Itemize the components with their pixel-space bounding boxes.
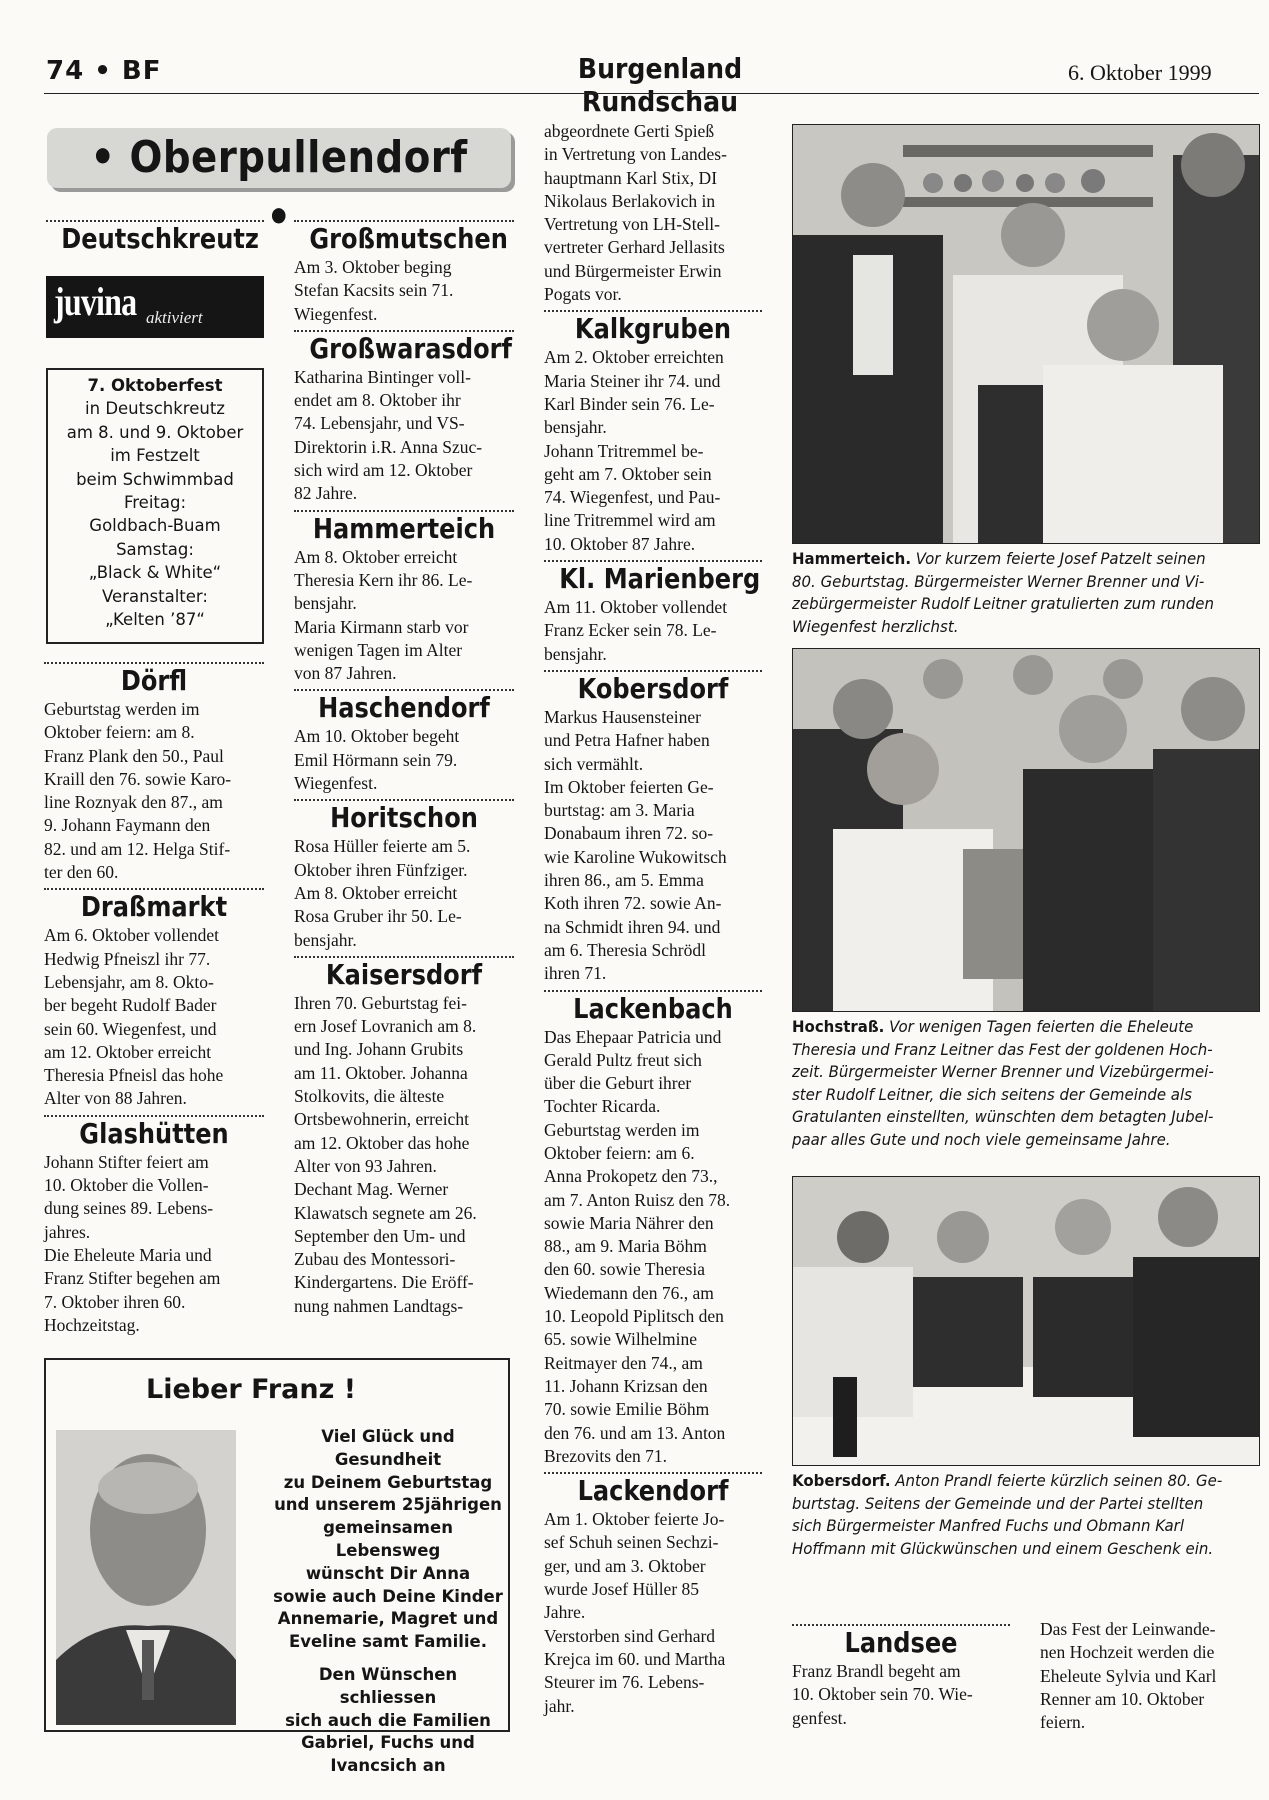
caption-place: Kobersdorf. [792,1472,891,1490]
page-number: 74 • BF [46,56,162,86]
text-line: sich vermählt. [544,753,644,774]
text-line: Brezovits den 71. [544,1445,667,1466]
text-line: Vertretung von LH-Stell- [544,214,720,235]
text-line: Hedwig Pfneiszl ihr 77. [44,948,211,969]
greeting-line: zu Deinem Geburtstag [283,1472,493,1492]
text-line: 74. Lebensjahr, und VS- [294,413,465,434]
text-line: Geburtstag werden im [544,1119,700,1140]
text-line: Wiegenfest. [294,303,378,324]
photo-hammerteich-image [793,125,1260,544]
photo-kobersdorf [792,1176,1260,1466]
photo-hochstrass [792,648,1260,1012]
text-line: hauptmann Karl Stix, DI [544,167,718,188]
text-line: Wiegenfest. [294,773,378,794]
text-line: ern Josef Lovranich am 8. [294,1016,477,1037]
box-line: am 8. und 9. Oktober [66,422,244,442]
heading-haschendorf: Haschendorf [318,691,490,725]
text-line: sein 60. Wiegenfest, und [44,1018,217,1039]
text-line: Theresia Pfneisl das hohe [44,1065,224,1086]
text-line: Stefan Kacsits sein 71. [294,280,454,301]
caption-hochstrass [792,1016,1251,1152]
box-line: „Kelten ’87“ [105,610,205,630]
text-line: Karl Binder sein 76. Le- [544,393,715,414]
text-line: Johann Stifter feiert am [44,1151,209,1172]
text-line: Nikolaus Berlakovich in [544,190,716,211]
photo-hochstrass-image [793,649,1260,1012]
heading-hammerteich: Hammerteich [312,511,496,545]
heading-lackenbach: Lackenbach [573,991,733,1025]
text-line: sef Schuh seinen Sechzi- [544,1532,719,1553]
text-line: Pogats vor. [544,284,622,305]
box-line: Goldbach-Buam [89,516,221,536]
caption-kobersdorf [792,1470,1251,1560]
caption-hammerteich [792,548,1251,638]
text-line: Emil Hörmann sein 79. [294,749,458,770]
text-line: am 12. Oktober erreicht [44,1041,212,1062]
text-line: 10. Leopold Piplitsch den [544,1306,724,1327]
text-line: Johann Tritremmel be- [544,440,704,461]
text-line: Renner am 10. Oktober [1040,1688,1205,1709]
box-line: Freitag: [123,493,187,513]
text-line: Das Ehepaar Patricia und [544,1026,722,1047]
text-line: Oktober feiern: am 8. [44,722,195,743]
text-line: Im Oktober feierten Ge- [544,776,714,797]
text-line: vertreter Gerhard Jellasits [544,237,725,258]
box-line: Samstag: [116,539,194,559]
text-line: Wiedemann den 76., am [544,1282,714,1303]
greeting-line: Gabriel, Fuchs und [301,1733,475,1753]
caption-line: Theresia und Franz Leitner das Fest der goldenen Hoch- [792,1040,1213,1059]
heading-kaisersdorf: Kaisersdorf [325,957,483,991]
text-line: Das Fest der Leinwande- [1040,1619,1216,1639]
text-line: Am 1. Oktober feierte Jo- [544,1509,725,1530]
text-line: nen Hochzeit werden die [1040,1642,1215,1663]
photo-kobersdorf-image [793,1177,1260,1466]
heading-drassmarkt: Draßmarkt [80,890,228,924]
text-line: genfest. [792,1707,847,1728]
caption-line: Gratulanten einstellten, wünschten dem betagten Jubel- [792,1108,1214,1127]
text-line: Direktorin i.R. Anna Szuc- [294,436,483,457]
text-line: Kraill den 76. sowie Karo- [44,768,232,789]
text-line: feiern. [1040,1712,1086,1733]
text-line: und Ing. Johann Grubits [294,1039,464,1060]
text-line: Am 8. Oktober erreicht [294,882,458,903]
text-line: line Tritremmel wird am [544,510,716,531]
juvina-logo: juvina aktiviert [46,276,264,338]
text-line: ter den 60. [44,862,119,883]
text-line: nung nahmen Landtags- [294,1295,464,1316]
caption-place: Hochstraß. [792,1018,885,1036]
text-line: Tochter Ricarda. [544,1096,661,1117]
text-line: Oktober ihren Fünfziger. [294,859,468,880]
column-2 [294,216,514,1318]
text-line: Franz Plank den 50., Paul [44,745,224,766]
text-line: Stolkovits, die älteste [294,1086,445,1107]
photo-hammerteich [792,124,1260,544]
text-line: am 7. Anton Ruisz den 78. [544,1189,731,1210]
text-line: am 11. Oktober. Johanna [294,1062,468,1083]
box-line: in Deutschkreutz [85,399,225,419]
greeting-line: Eveline samt Familie. [288,1632,488,1652]
text-line: September den Um- und [294,1225,466,1246]
heading-kobersdorf: Kobersdorf [577,671,729,705]
greeting-line: Ivancsich an [330,1756,446,1776]
text-line: Maria Steiner ihr 74. und [544,370,721,391]
text-line: 10. Oktober die Vollen- [44,1175,209,1196]
greeting-line: und unserem 25jährigen [274,1495,502,1515]
heading-horitschon: Horitschon [330,801,478,835]
text-line: line Roznyak den 87., am [44,792,223,813]
caption-line: sich Bürgermeister Manfred Fuchs und Obmann Karl [792,1517,1184,1536]
text-line: dung seines 89. Lebens- [44,1198,214,1219]
heading-doerfl: Dörfl [120,664,188,697]
text-line: Am 6. Oktober vollendet [44,925,219,946]
column-3 [544,120,762,1718]
text-line: sowie Maria Nährer den [544,1212,714,1233]
text-line: bensjahr. [294,593,357,614]
text-line: Alter von 88 Jahren. [44,1088,187,1109]
box-line: im Festzelt [110,446,200,466]
text-line: Rosa Gruber ihr 50. Le- [294,906,462,927]
caption-place: Hammerteich. [792,550,912,568]
text-line: Lebensjahr, am 8. Okto- [44,971,214,992]
text-line: Am 10. Oktober begeht [294,726,460,747]
caption-line: paar alles Gute und noch viele gemeinsame Jahre. [792,1130,1171,1149]
text-line: wie Karoline Wukowitsch [544,846,727,867]
box-line: Veranstalter: [102,586,208,606]
text-line: Markus Hausensteiner [544,706,701,727]
text-line: 9. Johann Faymann den [44,815,211,836]
greeting-text [268,1426,508,1778]
text-line: Klawatsch segnete am 26. [294,1202,477,1223]
text-line: Hochzeitstag. [44,1314,140,1335]
text-line: Steurer im 76. Lebens- [544,1672,705,1693]
text-line: Anna Prokopetz den 73., [544,1166,718,1187]
text-line: 7. Oktober ihren 60. [44,1291,186,1312]
masthead-rule [44,93,1259,94]
text-line: ber begeht Rudolf Bader [44,995,217,1016]
text-line: 70. sowie Emilie Böhm [544,1399,710,1420]
text-line: den 76. und am 13. Anton [544,1422,726,1443]
text-line: und Bürgermeister Erwin [544,260,722,281]
heading-kl-marienberg: Kl. Marienberg [559,562,761,596]
text-line: jahr. [544,1695,575,1716]
portrait-photo [56,1430,236,1725]
text-line: sich wird am 12. Oktober [294,460,473,481]
section-banner: • Oberpullendorf • [47,128,511,188]
text-line: Zubau des Montessori- [294,1249,456,1270]
text-line: 88., am 9. Maria Böhm [544,1236,707,1257]
greeting-line: Den Wünschen schliessen [318,1664,458,1707]
text-line: bensjahr. [544,643,607,664]
text-line: Oktober feiern: am 6. [544,1142,695,1163]
text-line: 65. sowie Wilhelmine [544,1329,698,1350]
box-line: beim Schwimmbad [76,469,234,489]
caption-line: Vor wenigen Tagen feierten die Eheleute [884,1018,1194,1036]
text-line: 11. Johann Krizsan den [544,1375,708,1396]
text-line: Krejca im 60. und Martha [544,1648,726,1669]
text-line: Verstorben sind Gerhard [544,1625,716,1646]
text-line: wenigen Tagen im Alter [294,639,463,660]
caption-line: zebürgermeister Rudolf Leitner gratulierten zum runden [792,595,1214,614]
text-line: in Vertretung von Landes- [544,144,727,165]
heading-landsee: Landsee [844,1626,958,1659]
text-line: Gerald Pultz freut sich [544,1049,702,1070]
text-line: Am 8. Oktober erreicht [294,546,458,567]
text-line: endet am 8. Oktober ihr [294,390,461,411]
text-line: Koth ihren 72. sowie An- [544,893,722,914]
text-line: Am 3. Oktober beging [294,257,452,277]
greeting-line: Viel Glück und Gesundheit [321,1427,455,1469]
heading-kalkgruben: Kalkgruben [574,312,732,346]
text-line: burtstag: am 3. Maria [544,800,695,821]
deutschkreutz-section [46,216,264,256]
text-line: Reitmayer den 74., am [544,1352,703,1373]
heading-grosswarasdorf: Großwarasdorf [309,331,512,365]
text-line: ihren 86., am 5. Emma [544,870,704,891]
newspaper-title: Burgenland Rundschau [577,52,743,118]
text-line: Katharina Bintinger voll- [294,366,471,387]
heading-glashuetten: Glashütten [79,1116,229,1150]
greeting-line: gemeinsamen Lebensweg [323,1518,453,1560]
text-line: abgeordnete Gerti Spieß [544,121,715,141]
text-line: 82 Jahre. [294,483,358,504]
heading-grossmutschen: Großmutschen [309,222,508,255]
text-line: Am 2. Oktober erreichten [544,347,724,368]
text-line: na Schmidt ihren 94. und [544,916,721,937]
text-line: Jahre. [544,1602,586,1623]
greeting-line: sich auch die Familien [285,1710,491,1730]
caption-line: zeit. Bürgermeister Werner Brenner und Vizebürgermei- [792,1063,1214,1082]
text-line: den 60. sowie Theresia [544,1259,706,1280]
caption-line: Hoffmann mit Glückwünschen und einem Geschenk ein. [792,1539,1214,1558]
text-line: 10. Oktober 87 Jahre. [544,533,696,554]
greeting-title: Lieber Franz ! [146,1374,357,1405]
text-line: geht am 7. Oktober sein [544,463,712,484]
caption-line: Wiegenfest herzlichst. [792,617,959,636]
text-line: und Petra Hafner haben [544,730,710,751]
text-line: Franz Ecker sein 78. Le- [544,620,717,641]
greeting-line: Annemarie, Magret und [277,1609,499,1629]
text-line: Franz Stifter begehen am [44,1268,221,1289]
greeting-line: sowie auch Deine Kinder [273,1586,503,1606]
text-line: am 6. Theresia Schrödl [544,939,706,960]
text-line: Eheleute Sylvia und Karl [1040,1665,1217,1686]
heading-lackendorf: Lackendorf [577,1474,729,1508]
text-line: 10. Oktober sein 70. Wie- [792,1684,973,1705]
issue-date: 6. Oktober 1999 [1068,60,1212,85]
caption-line: ster Rudolf Leitner, die sich seitens der Gemeinde als [792,1085,1192,1104]
text-line: von 87 Jahren. [294,663,397,684]
text-line: Dechant Mag. Werner [294,1179,449,1200]
text-line: am 12. Oktober das hohe [294,1132,470,1153]
text-line: ihren 71. [544,963,607,984]
caption-line: Anton Prandl feierte kürzlich seinen 80. Ge- [890,1472,1223,1490]
text-line: 82. und am 12. Helga Stif- [44,838,231,859]
text-line: Kindergartens. Die Eröff- [294,1272,474,1293]
caption-line: burtstag. Seitens der Gemeinde und der Partei stellten [792,1494,1204,1513]
landsee-section [792,1620,1010,1730]
text-line: Ortsbewohnerin, erreicht [294,1109,469,1130]
box-title: 7. Oktoberfest [87,376,223,395]
text-line: ger, und am 3. Oktober [544,1555,706,1576]
text-line: Maria Kirmann starb vor [294,616,469,637]
text-line: Am 11. Oktober vollendet [544,597,728,618]
text-line: Die Eheleute Maria und [44,1244,212,1265]
text-line: jahres. [44,1221,91,1242]
box-line: „Black & White“ [88,563,222,583]
oktoberfest-box [46,368,264,644]
text-line: Donabaum ihren 72. so- [544,823,714,844]
text-line: Theresia Kern ihr 86. Le- [294,569,473,590]
caption-line: Vor kurzem feierte Josef Patzelt seinen [911,550,1206,568]
text-line: bensjahr. [294,929,357,950]
text-line: Alter von 93 Jahren. [294,1155,437,1176]
caption-line: 80. Geburtstag. Bürgermeister Werner Brenner und Vi- [792,572,1205,591]
landsee-continued [1040,1618,1262,1734]
column-1 [44,658,264,1337]
greeting-box [44,1358,510,1776]
text-line: über die Geburt ihrer [544,1073,692,1094]
text-line: bensjahr. [544,417,607,438]
text-line: Franz Brandl begeht am [792,1661,961,1681]
greeting-line: wünscht Dir Anna [305,1563,471,1583]
text-line: Geburtstag werden im [44,699,200,719]
heading-deutschkreutz: Deutschkreutz [61,222,259,255]
text-line: wurde Josef Hüller 85 [544,1579,700,1600]
text-line: Rosa Hüller feierte am 5. [294,836,471,857]
text-line: 74. Wiegenfest, und Pau- [544,487,721,508]
text-line: Ihren 70. Geburtstag fei- [294,992,467,1013]
